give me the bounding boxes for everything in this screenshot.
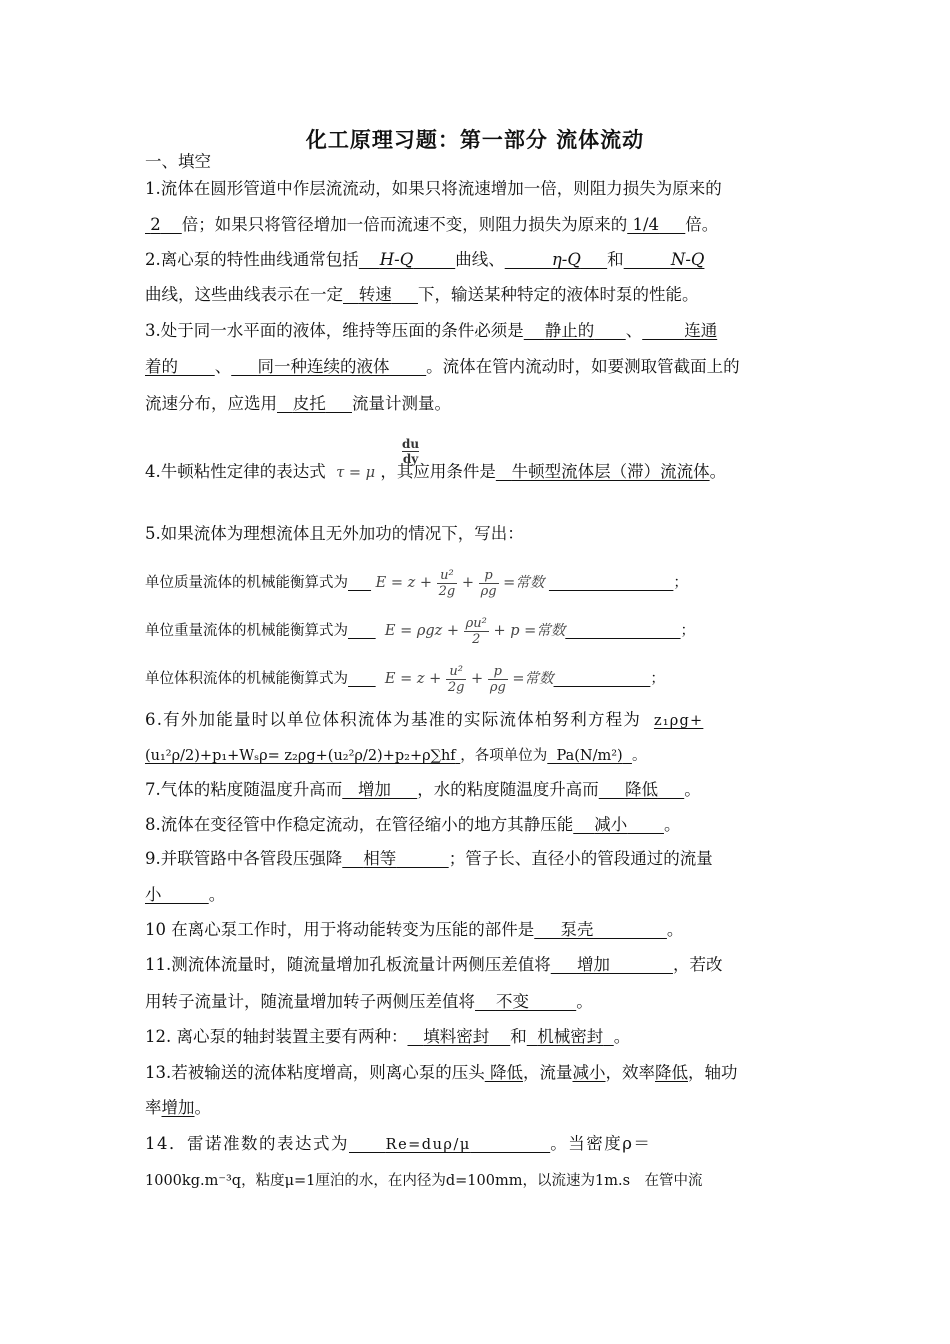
answer-blank: N-Q: [670, 250, 705, 269]
question-4: 4.牛顿粘性定律的表达式 τ = μ ，其应用条件是 牛顿型流体层（滞）流流体。: [145, 462, 727, 481]
question-11-line-2: 用转子流量计，随流量增加转子两侧压差值将 不变 。: [145, 992, 593, 1011]
answer-blank: H-Q: [379, 250, 414, 269]
question-12: 12. 离心泵的轴封装置主要有两种： 填料密封 和 机械密封 。: [145, 1027, 631, 1046]
question-8: 8.流体在变径管中作稳定流动，在管径缩小的地方其静压能 减小 。: [145, 815, 681, 834]
answer-blank: 转速: [358, 285, 392, 304]
question-1-line-1: 1.流体在圆形管道中作层流流动，如果只将流速增加一倍，则阻力损失为原来的: [145, 179, 722, 198]
question-9-line-2: 小 。: [145, 885, 226, 904]
answer-blank: 1/4: [632, 215, 660, 234]
question-1-line-2: 2 倍；如果只将管径增加一倍而流速不变，则阻力损失为原来的 1/4 倍。: [145, 214, 825, 236]
question-7: 7.气体的粘度随温度升高而 增加 ，水的粘度随温度升高而 降低 。: [145, 780, 701, 799]
question-3-line-1: 3.处于同一水平面的液体，维持等压面的条件必须是 静止的 、 连通: [145, 321, 718, 340]
question-14-line-2: 1000kg.m⁻³q，粘度μ=1厘泊的水，在内径为d=100mm，以流速为1m.s 在管中流: [145, 1173, 703, 1189]
question-14-line-1: 14．雷诺准数的表达式为 Re=duρ/μ 。当密度ρ＝: [145, 1134, 652, 1153]
page-title: 化工原理习题：第一部分 流体流动: [305, 127, 645, 152]
weight-balance-line: 单位重量流体的机械能衡算式为 E = ρgz + $\frac{\text{ρu²}}{2}$ + p =常数 ；: [145, 615, 696, 647]
question-11-line-1: 11.测流体流量时，随流量增加孔板流量计两侧压差值将 增加 ，若改: [145, 955, 723, 974]
mass-balance-line: 单位质量流体的机械能衡算式为 E = z + $\frac{\text{u²}}{2g}$ + $\frac{p}{\rho g}$ =常数 ；: [145, 567, 688, 599]
question-3-line-3: 流速分布，应选用 皮托 流量计测量。: [145, 394, 451, 413]
question-10: 10 在离心泵工作时，用于将动能转变为压能的部件是 泵壳 。: [145, 920, 684, 939]
question-13-line-2: 率增加。: [145, 1098, 211, 1117]
question-5-intro: 5.如果流体为理想流体且无外加功的情况下，写出：: [145, 524, 524, 543]
question-2-line-1: 2.离心泵的特性曲线通常包括 H-Q 曲线、 η-Q 和 N-Q: [145, 250, 705, 269]
answer-blank: 连通: [684, 321, 718, 340]
answer-blank: 皮托: [292, 394, 326, 413]
answer-blank: 牛顿型流体层（滞）流流体: [511, 462, 710, 481]
question-9-line-1: 9.并联管路中各管段压强降 相等 ；管子长、直径小的管段通过的流量: [145, 849, 713, 868]
answer-blank: 静止的: [544, 321, 595, 340]
du-dy-fraction: du dy: [402, 437, 420, 466]
question-3-line-2: 着的 、 同一种连续的液体 。流体在管内流动时，如要测取管截面上的: [145, 357, 740, 376]
question-13-line-1: 13.若被输送的流体粘度增高，则离心泵的压头 降低，流量减小，效率降低，轴功: [145, 1063, 738, 1082]
section-heading: 一、填空: [145, 152, 211, 171]
question-6-line-2: (u₁²ρ/2)+p₁+Wₛρ= z₂ρg+(u₂²ρ/2)+p₂+ρ∑hf ，各项单位为 Pa(N/m²) 。: [145, 748, 647, 764]
answer-blank: η-Q: [551, 250, 581, 269]
answer-blank: 2: [150, 215, 161, 234]
newton-formula: τ = μ: [336, 465, 376, 481]
answer-blank: 同一种连续的液体: [257, 357, 390, 376]
answer-blank: 着的: [145, 357, 178, 376]
question-6-line-1: 6.有外加能量时以单位体积流体为基准的实际流体柏努利方程为 z₁ρg+: [145, 710, 704, 729]
volume-balance-line: 单位体积流体的机械能衡算式为 E = z + $\frac{\text{u²}}{2g}$ + $\frac{p}{\rho g}$ =常数 ；: [145, 663, 665, 695]
question-2-line-2: 曲线，这些曲线表示在一定 转速 下，输送某种特定的液体时泵的性能。: [145, 285, 699, 304]
